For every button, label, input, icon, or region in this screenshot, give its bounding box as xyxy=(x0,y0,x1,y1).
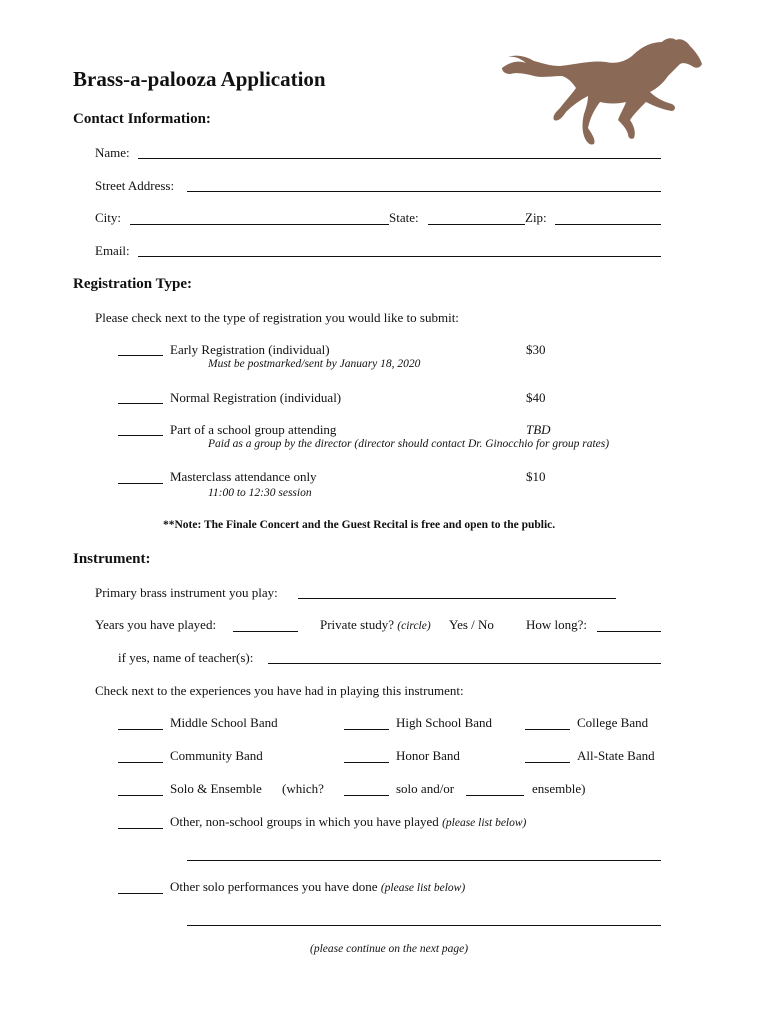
city-label: City: xyxy=(95,210,122,225)
horse-logo xyxy=(500,36,710,148)
years-played-field[interactable] xyxy=(233,631,298,632)
ensemble-label: ensemble) xyxy=(532,781,586,796)
early-registration-label: Early Registration (individual) xyxy=(170,342,330,357)
solo-ensemble-checkbox[interactable] xyxy=(118,795,163,796)
other-solo-field[interactable] xyxy=(187,925,661,926)
middle-school-checkbox[interactable] xyxy=(118,729,163,730)
private-study-hint: (circle) xyxy=(397,620,431,632)
early-registration-checkbox[interactable] xyxy=(118,355,163,356)
years-played-label: Years you have played: xyxy=(95,617,217,632)
school-group-label: Part of a school group attending xyxy=(170,422,337,437)
state-label: State: xyxy=(389,210,419,225)
instrument-heading: Instrument: xyxy=(73,551,151,567)
normal-registration-label: Normal Registration (individual) xyxy=(170,390,342,405)
zip-label: Zip: xyxy=(525,210,547,225)
school-group-checkbox[interactable] xyxy=(118,435,163,436)
early-registration-note: Must be postmarked/sent by January 18, 2020 xyxy=(208,358,421,370)
other-solo-text: Other solo performances you have done xyxy=(170,879,378,894)
continue-note: (please continue on the next page) xyxy=(310,943,469,955)
other-groups-hint: (please list below) xyxy=(442,817,527,829)
school-group-note: Paid as a group by the director (director should contact Dr. Ginocchio for group rates) xyxy=(208,438,610,450)
public-note: **Note: The Finale Concert and the Guest Recital is free and open to the public. xyxy=(163,519,556,531)
honor-label: Honor Band xyxy=(396,748,460,763)
which-label: (which? xyxy=(282,781,324,796)
masterclass-label: Masterclass attendance only xyxy=(170,469,317,484)
school-group-price: TBD xyxy=(526,422,551,437)
masterclass-note: 11:00 to 12:30 session xyxy=(208,487,312,499)
private-study-text: Private study? xyxy=(320,617,395,632)
solo-andor-label: solo and/or xyxy=(396,781,455,796)
community-label: Community Band xyxy=(170,748,263,763)
state-field[interactable] xyxy=(428,224,525,225)
solo-checkbox[interactable] xyxy=(344,795,389,796)
street-label: Street Address: xyxy=(95,178,175,193)
experience-instruction: Check next to the experiences you have had in playing this instrument: xyxy=(95,683,464,698)
other-solo-label xyxy=(170,879,465,895)
email-field[interactable] xyxy=(138,256,661,257)
other-groups-checkbox[interactable] xyxy=(118,828,163,829)
name-label: Name: xyxy=(95,145,130,160)
primary-instrument-field[interactable] xyxy=(298,598,616,599)
zip-field[interactable] xyxy=(555,224,661,225)
all-state-checkbox[interactable] xyxy=(525,762,570,763)
ensemble-checkbox[interactable] xyxy=(466,795,524,796)
teacher-label: if yes, name of teacher(s): xyxy=(118,650,254,665)
normal-registration-checkbox[interactable] xyxy=(118,403,163,404)
college-checkbox[interactable] xyxy=(525,729,570,730)
other-groups-text: Other, non-school groups in which you have played xyxy=(170,814,439,829)
other-solo-checkbox[interactable] xyxy=(118,893,163,894)
masterclass-price: $10 xyxy=(526,469,546,484)
registration-heading: Registration Type: xyxy=(73,276,193,292)
honor-checkbox[interactable] xyxy=(344,762,389,763)
community-checkbox[interactable] xyxy=(118,762,163,763)
other-groups-field[interactable] xyxy=(187,860,661,861)
all-state-label: All-State Band xyxy=(577,748,655,763)
name-field[interactable] xyxy=(138,158,661,159)
private-study-label xyxy=(320,617,431,633)
masterclass-checkbox[interactable] xyxy=(118,483,163,484)
teacher-field[interactable] xyxy=(268,663,661,664)
other-groups-label xyxy=(170,814,526,830)
college-label: College Band xyxy=(577,715,649,730)
how-long-label: How long?: xyxy=(526,617,588,632)
normal-registration-price: $40 xyxy=(526,390,546,405)
street-field[interactable] xyxy=(187,191,661,192)
solo-ensemble-label: Solo & Ensemble xyxy=(170,781,262,796)
yes-no-options[interactable]: Yes / No xyxy=(449,617,494,632)
other-solo-hint: (please list below) xyxy=(380,882,466,894)
page-title: Brass-a-palooza Application xyxy=(73,67,326,91)
city-field[interactable] xyxy=(130,224,389,225)
registration-instruction: Please check next to the type of registration you would like to submit: xyxy=(95,310,459,325)
primary-instrument-label: Primary brass instrument you play: xyxy=(95,585,278,600)
email-label: Email: xyxy=(95,243,130,258)
early-registration-price: $30 xyxy=(526,342,546,357)
middle-school-label: Middle School Band xyxy=(170,715,278,730)
contact-heading: Contact Information: xyxy=(73,111,211,127)
high-school-label: High School Band xyxy=(396,715,493,730)
how-long-field[interactable] xyxy=(597,631,661,632)
high-school-checkbox[interactable] xyxy=(344,729,389,730)
